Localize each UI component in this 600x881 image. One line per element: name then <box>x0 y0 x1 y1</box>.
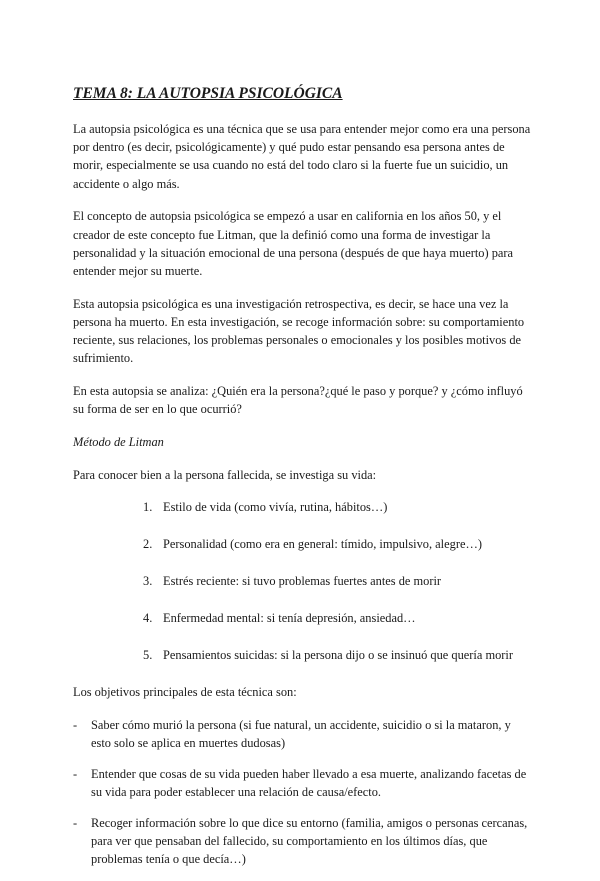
list-number: 3. <box>143 574 153 589</box>
list-item-text: Personalidad (como era en general: tímido, impulsivo, alegre…) <box>163 537 482 552</box>
paragraph-analysis-questions: En esta autopsia se analiza: ¿Quién era la persona?¿qué le paso y porque? y ¿cómo influyó su forma de ser en lo que ocurrió? <box>73 383 523 417</box>
list-item-text: Estilo de vida (como vivía, rutina, hábitos…) <box>163 500 388 515</box>
paragraph-retrospective: Esta autopsia psicológica es una investigación retrospectiva, es decir, se hace una vez la persona ha muerto. En esta investigación, se recoge información sobre: su comportamiento reciente, sus relaciones, los problemas personales o emocionales y los posibles motivos de sufrimiento. <box>73 296 525 366</box>
list-item <box>73 814 533 869</box>
list-item <box>73 535 533 553</box>
section-subtitle: Método de Litman <box>73 434 164 449</box>
list-number: 1. <box>143 500 153 515</box>
list-item <box>73 609 533 627</box>
dash-bullet: - <box>73 815 78 830</box>
paragraph-history: El concepto de autopsia psicológica se empezó a usar en california en los años 50, y el creador de este concepto fue Litman, que la definió como una forma de investigar la personalidad y la situación emocional de una persona (después de que haya muerto) para entender mejor su muerte. <box>73 209 514 278</box>
document-page <box>73 84 533 881</box>
dash-bullet: - <box>73 717 78 732</box>
method-intro: Para conocer bien a la persona fallecida, se investiga su vida: <box>73 467 377 482</box>
list-item <box>73 765 533 801</box>
dash-list <box>73 716 533 868</box>
numbered-list <box>73 498 533 664</box>
list-number: 2. <box>143 537 153 552</box>
paragraph-intro: La autopsia psicológica es una técnica que se usa para entender mejor como era una persona por dentro (es decir, psicológicamente) y qué pudo estar pensando esa persona antes de morir, especialmente se usa cuando no está del todo claro si la fuerte fue un suicidio, un accidente o algo más. <box>73 122 531 191</box>
list-item-text: Enfermedad mental: si tenía depresión, ansiedad… <box>163 611 416 626</box>
list-item-text: Estrés reciente: si tuvo problemas fuertes antes de morir <box>163 574 442 589</box>
list-item <box>73 572 533 590</box>
list-item-text: Entender que cosas de su vida pueden haber llevado a esa muerte, analizando facetas de su vida para poder establecer una relación de causa/efecto. <box>91 766 527 800</box>
objectives-intro: Los objetivos principales de esta técnica son: <box>73 685 297 700</box>
list-item <box>73 498 533 516</box>
page-title: TEMA 8: LA AUTOPSIA PSICOLÓGICA <box>73 85 343 102</box>
list-item <box>73 646 533 664</box>
list-number: 4. <box>143 611 153 626</box>
list-item <box>73 716 533 752</box>
list-item-text: Recoger información sobre lo que dice su entorno (familia, amigos o personas cercanas, para ver que pensaban del fallecido, su comportamiento en los últimos días, que problemas tenía o que decía…) <box>91 815 528 867</box>
list-number: 5. <box>143 648 153 663</box>
list-item-text: Saber cómo murió la persona (si fue natural, un accidente, suicidio o si la mataron, y esto solo se aplica en muertes dudosas) <box>91 717 511 751</box>
list-item-text: Pensamientos suicidas: si la persona dijo o se insinuó que quería morir <box>163 648 513 663</box>
dash-bullet: - <box>73 766 78 781</box>
